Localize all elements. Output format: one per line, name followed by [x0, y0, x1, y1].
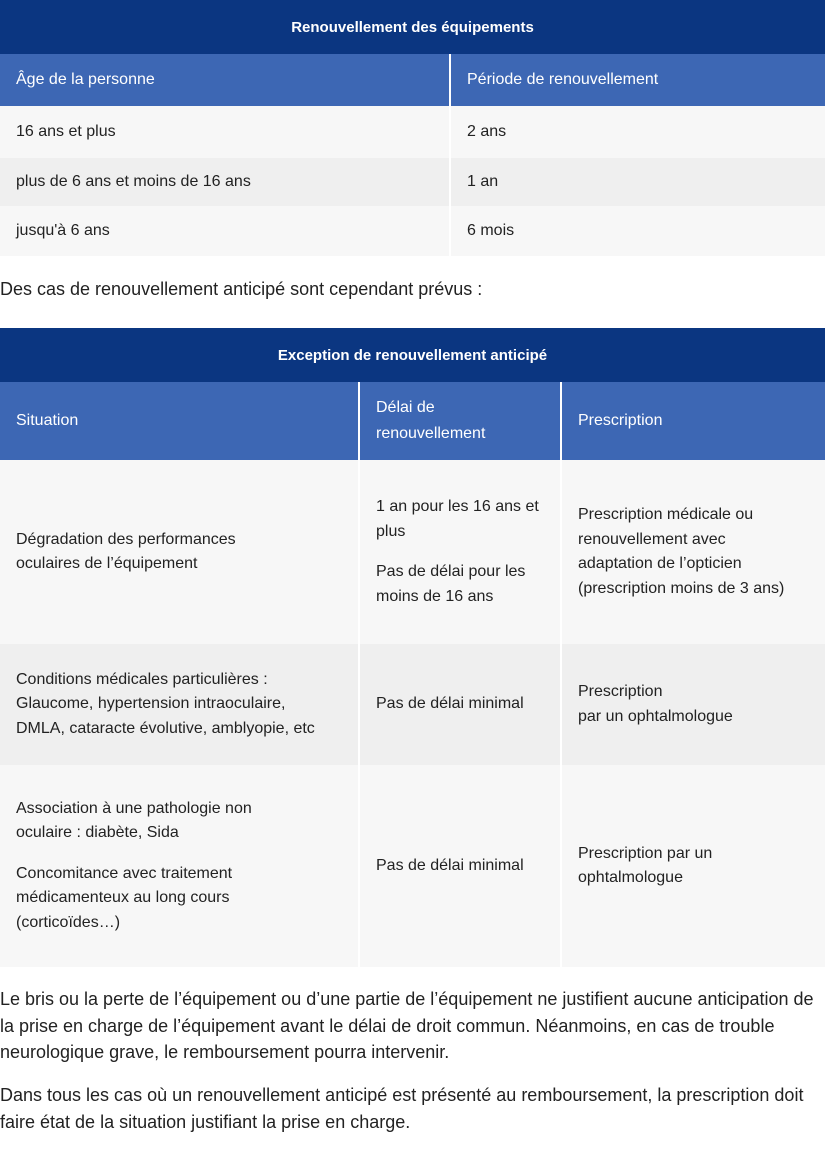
delay-text: 1 an pour les 16 ans et plus — [376, 498, 539, 540]
renewal-table-title: Renouvellement des équipements — [0, 0, 825, 54]
note-paragraph: Dans tous les cas où un renouvellement anticipé est présenté au remboursement, la prescription doit faire état de la situation justifiant la prise en charge. — [0, 1085, 804, 1132]
header-delay — [359, 382, 561, 460]
situation-cell — [0, 644, 359, 765]
table-row — [0, 106, 825, 158]
table-row — [0, 765, 825, 967]
prescription-text: par un ophtalmologue — [578, 707, 733, 725]
exception-table — [0, 328, 825, 967]
situation-text: Dégradation des performances oculaires de l’équipement — [16, 530, 236, 572]
table-row — [0, 158, 825, 206]
delay-text: Pas de délai minimal — [376, 856, 524, 874]
header-prescription: Prescription — [561, 382, 825, 460]
delay-cell — [359, 644, 561, 765]
period-cell: 1 an — [450, 158, 825, 206]
header-age: Âge de la personne — [0, 54, 450, 106]
table-row — [0, 460, 825, 644]
table-row — [0, 644, 825, 765]
age-cell: 16 ans et plus — [0, 106, 450, 158]
intro-paragraph: Des cas de renouvellement anticipé sont cependant prévus : — [0, 279, 483, 299]
prescription-cell — [561, 644, 825, 765]
prescription-text: Prescription — [578, 683, 663, 700]
prescription-cell — [561, 460, 825, 644]
table-row — [0, 206, 825, 256]
age-cell: jusqu'à 6 ans — [0, 206, 450, 256]
situation-text: Concomitance avec traitement médicamenteux au long cours (corticoïdes…) — [16, 864, 233, 931]
header-renewal-period: Période de renouvellement — [450, 54, 825, 106]
situation-cell — [0, 460, 359, 644]
prescription-text: Prescription par un ophtalmologue — [578, 844, 713, 886]
age-cell: plus de 6 ans et moins de 16 ans — [0, 158, 450, 206]
period-cell: 2 ans — [450, 106, 825, 158]
renewal-table — [0, 0, 825, 256]
header-situation: Situation — [0, 382, 359, 460]
delay-cell — [359, 765, 561, 967]
prescription-text: Prescription médicale ou renouvellement avec adaptation de l’opticien (prescription moins de 3 ans) — [578, 506, 785, 597]
delay-cell — [359, 460, 561, 644]
header-delay-label: Délai de renouvellement — [376, 399, 486, 442]
note-paragraph: Le bris ou la perte de l’équipement ou d’une partie de l’équipement ne justifient aucune anticipation de la prise en charge de l’équipement avant le délai de droit commun. Néanmoins, en cas de trouble neurologique grave, le remboursement pourra intervenir. — [0, 989, 814, 1062]
delay-text: Pas de délai pour les moins de 16 ans — [376, 563, 526, 605]
period-cell: 6 mois — [450, 206, 825, 256]
exception-table-title: Exception de renouvellement anticipé — [0, 328, 825, 382]
situation-text: Association à une pathologie non oculaire : diabète, Sida — [16, 799, 252, 842]
situation-cell — [0, 765, 359, 967]
situation-text: Conditions médicales particulières : Glaucome, hypertension intraoculaire, DMLA, cataracte évolutive, amblyopie, etc — [16, 670, 315, 737]
prescription-cell — [561, 765, 825, 967]
delay-text: Pas de délai minimal — [376, 695, 524, 713]
